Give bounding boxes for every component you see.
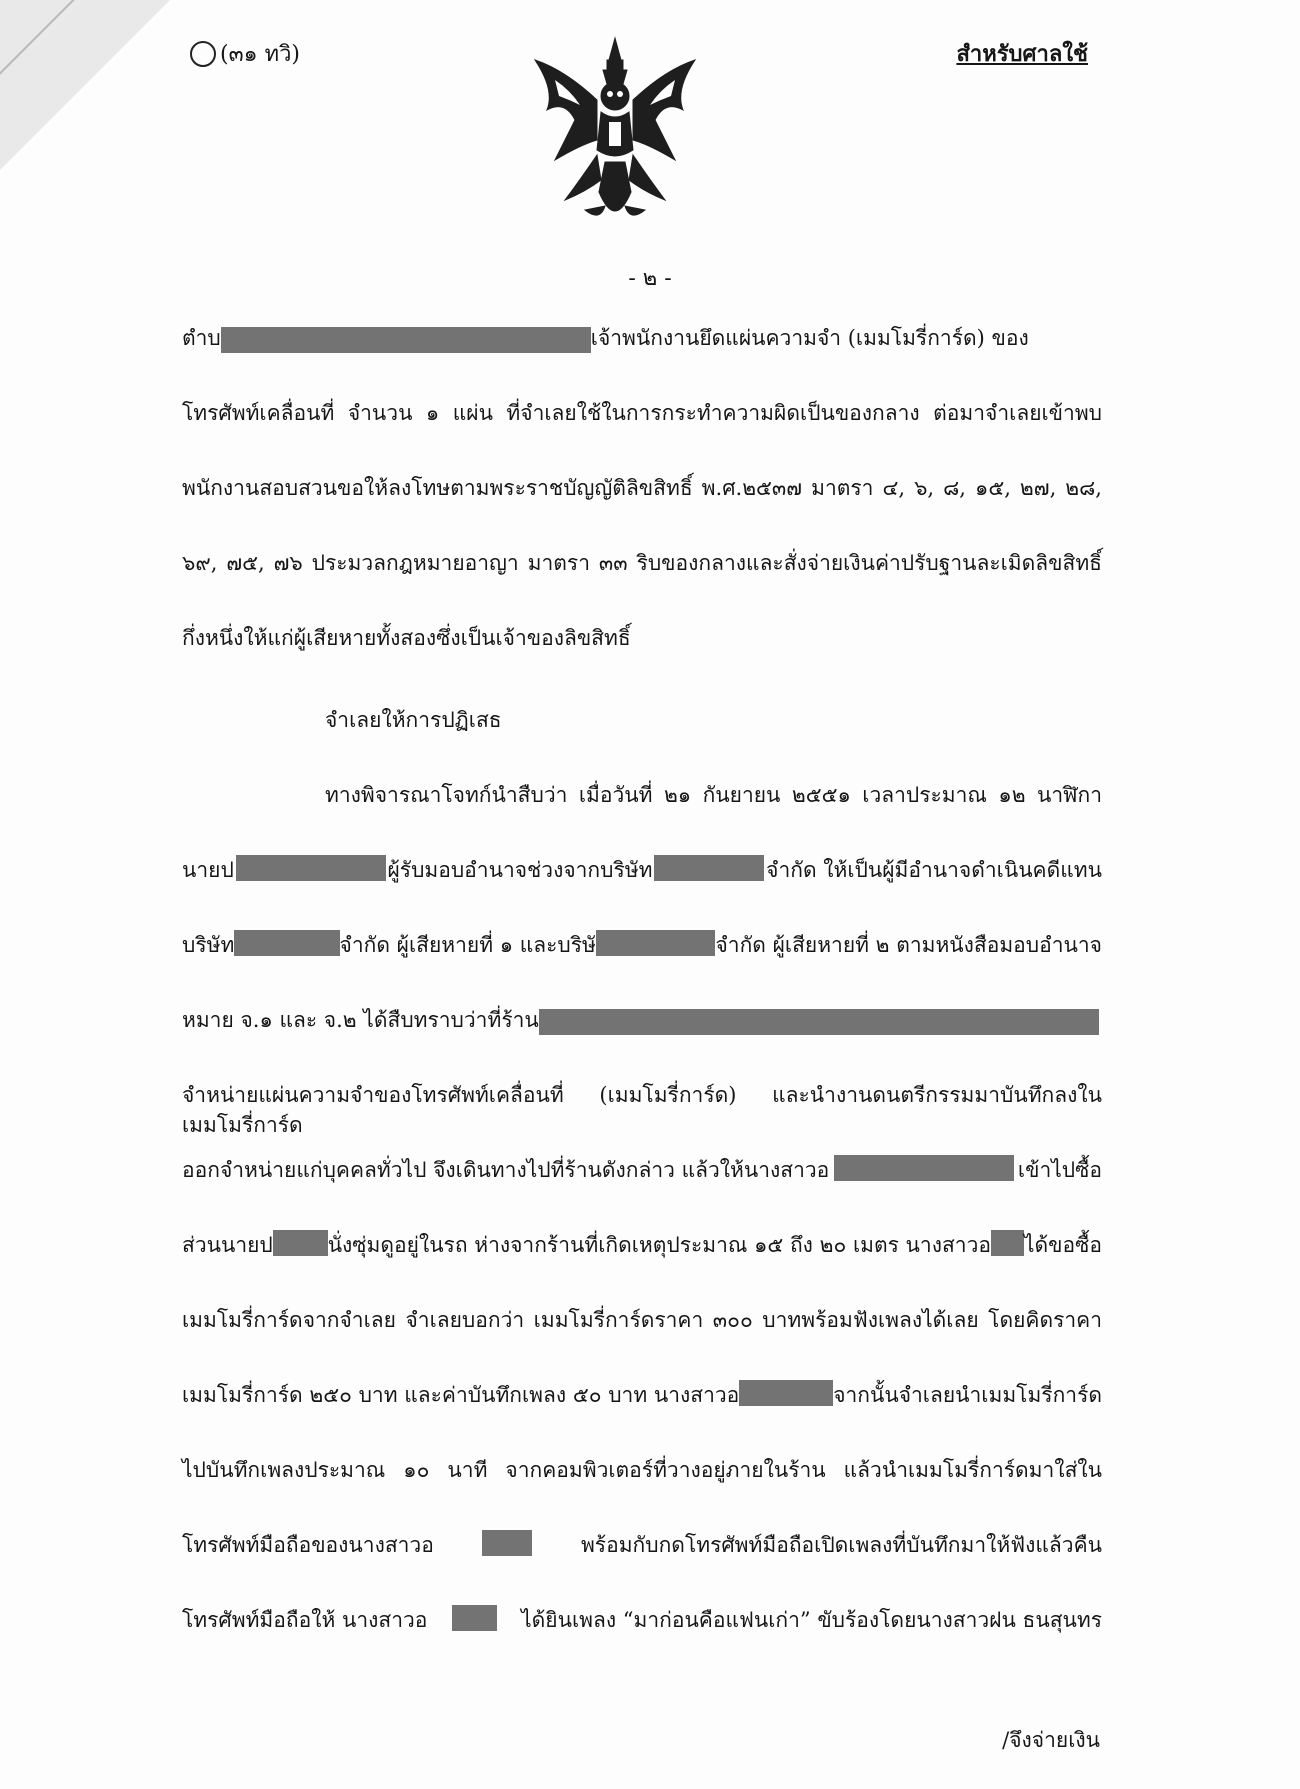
- text-line-13: [182, 1230, 1102, 1260]
- redaction-block: [739, 1380, 833, 1406]
- text-segment: ผู้รับมอบอำนาจช่วงจากบริษัท: [387, 858, 653, 882]
- court-use-label: สำหรับศาลใช้: [956, 41, 1088, 67]
- page-number: - ๒ -: [628, 266, 672, 291]
- text-segment: จากนั้นจำเลยนำเมมโมรี่การ์ด: [833, 1383, 1102, 1407]
- redaction-block: [221, 327, 591, 353]
- form-code-text: (๓๑ ทวิ): [220, 42, 301, 67]
- folded-corner: [0, 0, 170, 170]
- redaction-block: [236, 855, 386, 881]
- text-segment: โทรศัพท์มือถือให้ นางสาวอ: [182, 1608, 428, 1632]
- text-segment: เข้าไปซื้อ: [1017, 1158, 1102, 1182]
- text-line-9: [182, 930, 1102, 960]
- text-segment: เมมโมรี่การ์ด ๒๕๐ บาท และค่าบันทึกเพลง ๕๐ บาท นางสาวอ: [182, 1383, 740, 1407]
- text-segment: พร้อมกับกดโทรศัพท์มือถือเปิดเพลงที่บันทึกมาให้ฟังแล้วคืน: [580, 1533, 1102, 1557]
- text-segment: จำกัด ผู้เสียหายที่ ๑ และบริษั: [339, 933, 596, 957]
- text-segment: ตำบ: [182, 326, 221, 350]
- text-line-18: [182, 1605, 1102, 1635]
- text-segment: ออกจำหน่ายแก่บุคคลทั่วไป จึงเดินทางไปที่ร้านดังกล่าว แล้วให้นางสาวอ: [182, 1158, 830, 1182]
- text-line-2: โทรศัพท์เคลื่อนที่ จำนวน ๑ แผ่น ที่จำเลยใช้ในการกระทำความผิดเป็นของกลาง ต่อมาจำเลยเข้าพบ: [182, 401, 1102, 425]
- text-line-14: เมมโมรี่การ์ดจากจำเลย จำเลยบอกว่า เมมโมรี่การ์ดราคา ๓๐๐ บาทพร้อมฟังเพลงได้เลย โดยคิดราคา: [182, 1308, 1102, 1332]
- redaction-block: [482, 1530, 532, 1556]
- redaction-block: [596, 930, 716, 956]
- text-segment: หมาย จ.๑ และ จ.๒ ได้สืบทราบว่าที่ร้าน: [182, 1008, 539, 1032]
- text-segment: เจ้าพนักงานยึดแผ่นความจำ (เมมโมรี่การ์ด) ของ: [590, 326, 1029, 350]
- text-line-16: ไปบันทึกเพลงประมาณ ๑๐ นาที จากคอมพิวเตอร์ที่วางอยู่ภายในร้าน แล้วนำเมมโมรี่การ์ดมาใส่ใน: [182, 1458, 1102, 1482]
- text-line-1: [182, 323, 1102, 353]
- text-segment: ได้ยินเพลง “มาก่อนคือแฟนเก่า” ขับร้องโดยนางสาวฝน ธนสุนทร: [521, 1608, 1102, 1632]
- redaction-block: [991, 1230, 1024, 1256]
- redaction-block: [539, 1009, 1099, 1035]
- text-line-15: [182, 1380, 1102, 1410]
- redaction-block: [452, 1605, 497, 1631]
- text-segment: จำกัด ให้เป็นผู้มีอำนาจดำเนินคดีแทน: [766, 858, 1102, 882]
- text-line-8: [182, 855, 1102, 885]
- text-segment: จำกัด ผู้เสียหายที่ ๒ ตามหนังสือมอบอำนาจ: [715, 933, 1102, 957]
- form-code: [190, 36, 300, 71]
- text-line-10: [182, 1005, 1099, 1035]
- text-line-4: ๖๙, ๗๕, ๗๖ ประมวลกฎหมายอาญา มาตรา ๓๓ ริบของกลางและสั่งจ่ายเงินค่าปรับฐานละเมิดลิขสิทธิ์: [182, 551, 1102, 575]
- redaction-block: [834, 1155, 1014, 1181]
- text-line-11: จำหน่ายแผ่นความจำของโทรศัพท์เคลื่อนที่ (เมมโมรี่การ์ด) และนำงานดนตรีกรรมมาบันทึกลงในเมมโมรี่การ์ด: [182, 1083, 1102, 1137]
- text-line-5: กึ่งหนึ่งให้แก่ผู้เสียหายทั้งสองซึ่งเป็นเจ้าของลิขสิทธิ์: [182, 626, 631, 650]
- text-segment: ได้ขอซื้อ: [1023, 1233, 1102, 1257]
- text-line-12: [182, 1155, 1102, 1185]
- text-segment: บริษัท: [182, 933, 235, 957]
- redaction-block: [234, 930, 339, 956]
- text-line-7: ทางพิจารณาโจทก์นำสืบว่า เมื่อวันที่ ๒๑ กันยายน ๒๕๕๑ เวลาประมาณ ๑๒ นาฬิกา: [325, 783, 1102, 807]
- garuda-emblem-icon: [525, 30, 705, 240]
- text-segment: นั่งซุ่มดูอยู่ในรถ ห่างจากร้านที่เกิดเหตุประมาณ ๑๕ ถึง ๒๐ เมตร นางสาวอ: [327, 1233, 991, 1257]
- text-segment: ส่วนนายป: [182, 1233, 273, 1257]
- redaction-block: [273, 1230, 328, 1256]
- text-line-3: พนักงานสอบสวนขอให้ลงโทษตามพระราชบัญญัติลิขสิทธิ์ พ.ศ.๒๕๓๗ มาตรา ๔, ๖, ๘, ๑๕, ๒๗, ๒๘,: [182, 476, 1102, 500]
- redaction-block: [654, 855, 764, 881]
- text-segment: โทรศัพท์มือถือของนางสาวอ: [182, 1533, 434, 1557]
- circle-mark-icon: [190, 41, 216, 67]
- continuation-note: /จึงจ่ายเงิน: [1002, 1728, 1100, 1752]
- text-segment: นายป: [182, 858, 234, 882]
- text-line-17: [182, 1530, 1102, 1560]
- text-line-6: จำเลยให้การปฏิเสธ: [325, 708, 502, 732]
